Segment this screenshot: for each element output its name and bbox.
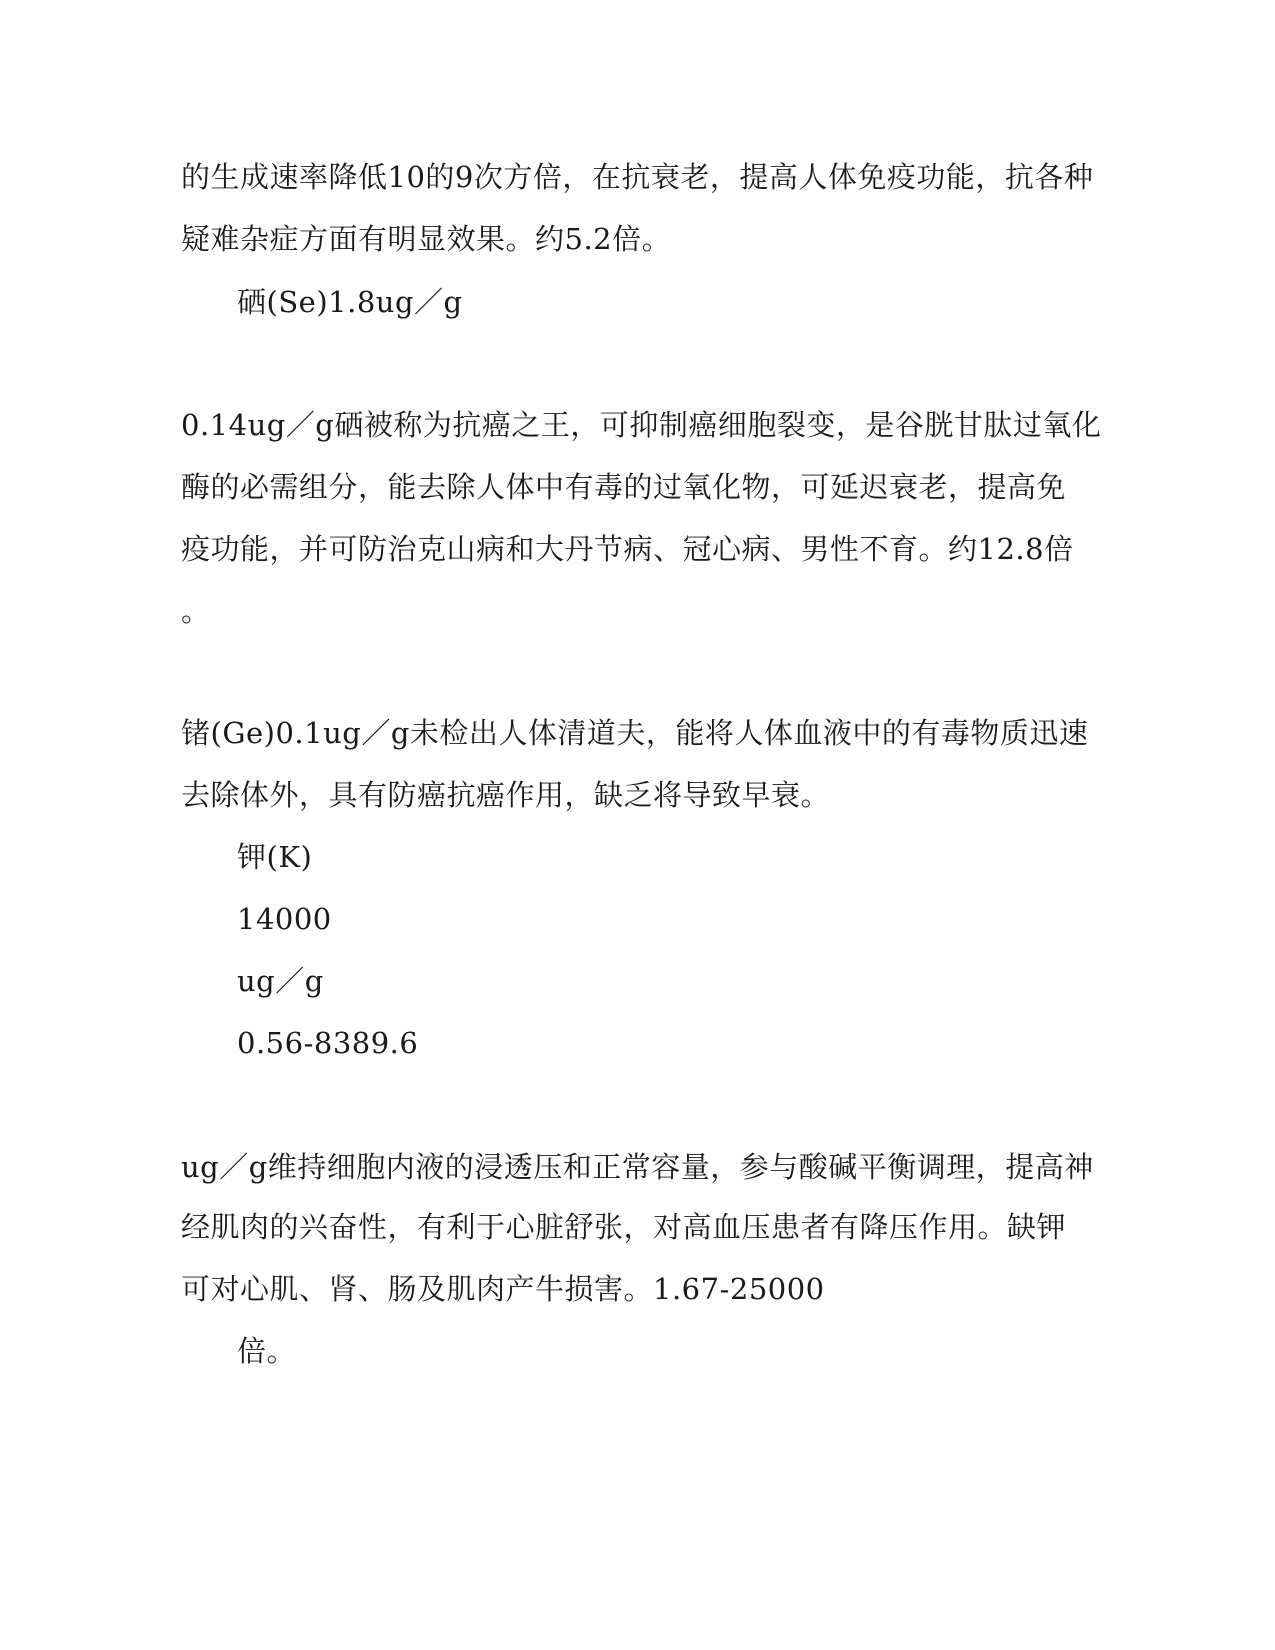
potassium-unit: ug／g: [237, 964, 324, 998]
paragraph-line: 经肌肉的兴奋性，有利于心脏舒张，对高血压患者有降压作用。缺钾: [181, 1210, 1067, 1244]
paragraph-line: 疫功能，并可防治克山病和大丹节病、冠心病、男性不育。约12.8倍: [181, 532, 1074, 566]
paragraph-line: 倍。: [237, 1334, 297, 1368]
paragraph-line: 。: [181, 594, 211, 628]
paragraph-line: 锗(Ge)0.1ug／g未检出人体清道夫，能将人体血液中的有毒物质迅速: [181, 716, 1089, 750]
paragraph-line: 去除体外，具有防癌抗癌作用，缺乏将导致早衰。: [181, 778, 831, 812]
paragraph-line: ug／g维持细胞内液的浸透压和正常容量，参与酸碱平衡调理，提高神: [181, 1150, 1094, 1184]
paragraph-line: 0.14ug／g硒被称为抗癌之王，可抑制癌细胞裂变，是谷胱甘肽过氧化: [181, 408, 1102, 442]
potassium-amount: 14000: [237, 902, 332, 936]
selenium-heading: 硒(Se)1.8ug／g: [237, 285, 463, 319]
paragraph-line: 可对心肌、肾、肠及肌肉产牛损害。1.67-25000: [181, 1272, 825, 1306]
paragraph-line: 酶的必需组分，能去除人体中有毒的过氧化物，可延迟衰老，提高免: [181, 470, 1067, 504]
potassium-heading: 钾(K): [237, 840, 313, 874]
paragraph-line: 的生成速率降低10的9次方倍，在抗衰老，提高人体免疫功能，抗各种: [181, 160, 1094, 194]
potassium-range: 0.56-8389.6: [237, 1026, 419, 1060]
paragraph-line: 疑难杂症方面有明显效果。约5.2倍。: [181, 222, 672, 256]
